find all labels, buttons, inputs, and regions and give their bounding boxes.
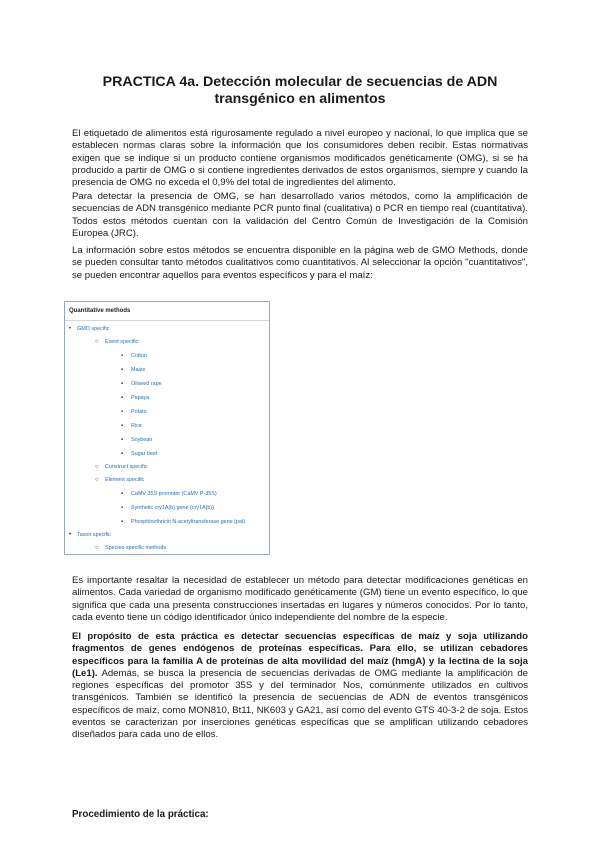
procedure-heading: Procedimiento de la práctica: (72, 809, 209, 820)
tree-event-item[interactable]: Rice (131, 423, 142, 429)
square-bullet-icon: ▪ (121, 423, 124, 429)
purpose-bold-text: El propósito de esta práctica es detectar secuencias específicas de maíz y soja utilizando fragmentos de genes endógenos de proteínas específicas. Para ello, se utilizan cebadores específicos para la familia A de proteínas de alta movilidad del maíz (hmgA) y la lectina de la soja (Le1). (72, 631, 528, 679)
square-bullet-icon: ▪ (121, 381, 124, 387)
tree-event-item[interactable]: Maize (131, 367, 146, 373)
square-bullet-icon: ▪ (121, 505, 124, 511)
page-title (90, 74, 510, 108)
gmo-methods-paragraph: La información sobre estos métodos se encuentra disponible en la página web de GMO Methods, donde se pueden consultar tanto métodos cualitativos como cuantitativos. Al seleccionar la opción "cuantitativos", se pueden encontrar aquellos para eventos específicos y para el maíz: (72, 245, 528, 281)
tree-element-item[interactable]: CaMV 35S promoter (CaMV P-35S) (131, 491, 217, 497)
circle-bullet-icon: ○ (95, 339, 99, 345)
square-bullet-icon: ▪ (121, 353, 124, 359)
intro-paragraph: El etiquetado de alimentos está rigurosamente regulado a nivel europeo y nacional, lo que implica que se establecen normas claras sobre la información que los consumidores deben recibir. Estas normativas exigen que se indique si un producto contiene organismos modificados genéticamente (OMG), si se ha producido a partir de OMG o si contiene ingredientes derivados de estos organismos, siempre y cuando la presencia de OMG no exceda el 0,9% del total de ingredientes del alimento. (72, 128, 528, 189)
circle-bullet-icon: ○ (95, 477, 99, 483)
tree-element-item[interactable]: Synthetic cry1A(b) gene (cry1A(b)) (131, 505, 214, 511)
quantitative-methods-screenshot (64, 301, 270, 555)
tree-event-item[interactable]: Oilseed rape (131, 381, 162, 387)
tree-element-specific[interactable]: Element specific (105, 477, 145, 483)
square-bullet-icon: ▪ (121, 451, 124, 457)
square-bullet-icon: ▪ (121, 519, 124, 525)
tree-taxon-specific[interactable]: Taxon specific (77, 532, 111, 538)
methods-paragraph: Para detectar la presencia de OMG, se han desarrollado varios métodos, como la amplificación de secuencias de ADN transgénico mediante PCR punto final (cualitativa) o PCR en tiempo real (cuantitativa). Todos estos métodos cuentan con la validación del Centro Común de Investigación de la Comisión Europea (JRC). (72, 191, 528, 239)
tree-event-item[interactable]: Papaya (131, 395, 150, 401)
square-bullet-icon: ▪ (121, 491, 124, 497)
square-bullet-icon: ▪ (121, 367, 124, 373)
methods-header: Quantitative methods (65, 302, 269, 321)
tree-species-specific[interactable]: Species-specific methods (105, 545, 167, 551)
purpose-paragraph (72, 631, 528, 742)
tree-event-item[interactable]: Soybean (131, 437, 153, 443)
square-bullet-icon: ▪ (121, 395, 124, 401)
bullet-icon: • (69, 532, 72, 538)
tree-event-item[interactable]: Sugar beet (131, 451, 158, 457)
tree-event-specific[interactable]: Event specific (105, 339, 139, 345)
tree-gmo-specific[interactable]: GMO specific (77, 326, 110, 332)
bullet-icon: • (69, 326, 72, 332)
title-line-1: PRACTICA 4a. Detección molecular de secuencias de ADN (102, 74, 498, 90)
circle-bullet-icon: ○ (95, 464, 99, 470)
tree-event-item[interactable]: Potato (131, 409, 147, 415)
events-paragraph: Es importante resaltar la necesidad de establecer un método para detectar modificaciones genéticas en alimentos. Cada variedad de organismo modificado genéticamente (GM) tiene un evento específico, lo que significa que cada una presenta construcciones insertadas en lugares y números conocidos. Por lo tanto, cada evento tiene un código identificador único independiente del nombre de la especie. (72, 575, 528, 623)
tree-event-item[interactable]: Cotton (131, 353, 147, 359)
purpose-rest-text: Además, se busca la presencia de secuencias derivadas de OMG mediante la amplificación de regiones específicas del promotor 35S y del terminador Nos, comúnmente utilizados en cultivos transgénicos. También se identificó la presencia de secuencias de ADN de eventos transgénicos específicos de maíz, como MON810, Bt11, NK603 y GA21, así como del evento GTS 40-3-2 de soja. Estos eventos se caracterizan por inserciones genéticas específicas que se amplifican utilizando cebadores diseñados para cada uno de ellos. (72, 667, 528, 741)
tree-construct-specific[interactable]: Construct specific (105, 464, 148, 470)
title-line-2: transgénico en alimentos (214, 91, 386, 107)
square-bullet-icon: ▪ (121, 409, 124, 415)
circle-bullet-icon: ○ (95, 545, 99, 551)
square-bullet-icon: ▪ (121, 437, 124, 443)
tree-element-item[interactable]: Phosphinothricin N-acetyltransferase gene (pat) (131, 519, 246, 525)
